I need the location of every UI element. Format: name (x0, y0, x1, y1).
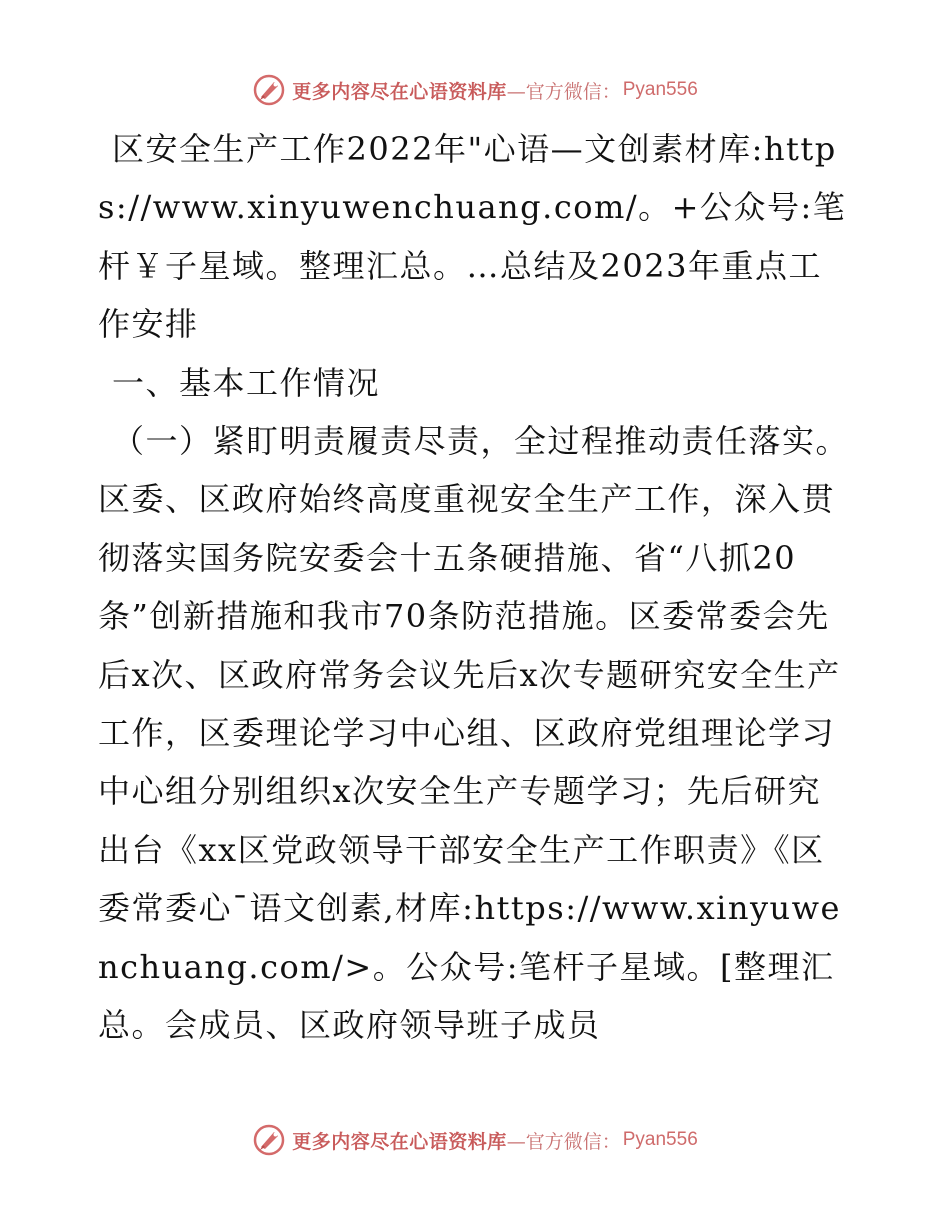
header-banner-wechat-id: Pyan556 (622, 79, 698, 100)
header-banner-main-text: 更多内容尽在心语资料库 (292, 80, 507, 103)
header-banner-sub-text: —官方微信： (506, 80, 621, 103)
document-body (98, 120, 850, 1055)
body-paragraph: （一）紧盯明责履责尽责，全过程推动责任落实。区委、区政府始终高度重视安全生产工作，深入贯彻落实国务院安委会十五条硬措施、省“八抓20条”创新措施和我市70条防范措施。区委常委会先后x次、区政府常务会议先后x次专题研究安全生产工作，区委理论学习中心组、区政府党组理论学习中心组分别组织x次安全生产专题学习；先后研究出台《xx区党政领导干部安全生产工作职责》《区委常委心¯语文创素,材库:https://www.xinyuwenchuang.com/>。公众号:笔杆子星域。[整理汇总。会成员、区政府领导班子成员 (98, 422, 850, 1045)
pen-nib-logo-icon (252, 1123, 286, 1157)
section-heading: 一、基本工作情况 (112, 363, 381, 402)
footer-watermark-banner (0, 1120, 950, 1160)
footer-banner-sub-text: —官方微信： (506, 1130, 621, 1153)
footer-banner-main-text: 更多内容尽在心语资料库 (292, 1130, 507, 1153)
footer-banner-wechat-id: Pyan556 (622, 1129, 698, 1150)
header-watermark-banner (0, 70, 950, 110)
pen-nib-logo-icon (252, 73, 286, 107)
document-title-paragraph: 区安全生产工作2022年"心语—文创素材库:https://www.xinyuwenchuang.com/。+公众号:笔杆￥子星域。整理汇总。…总结及2023年重点工作安排 (98, 130, 847, 344)
